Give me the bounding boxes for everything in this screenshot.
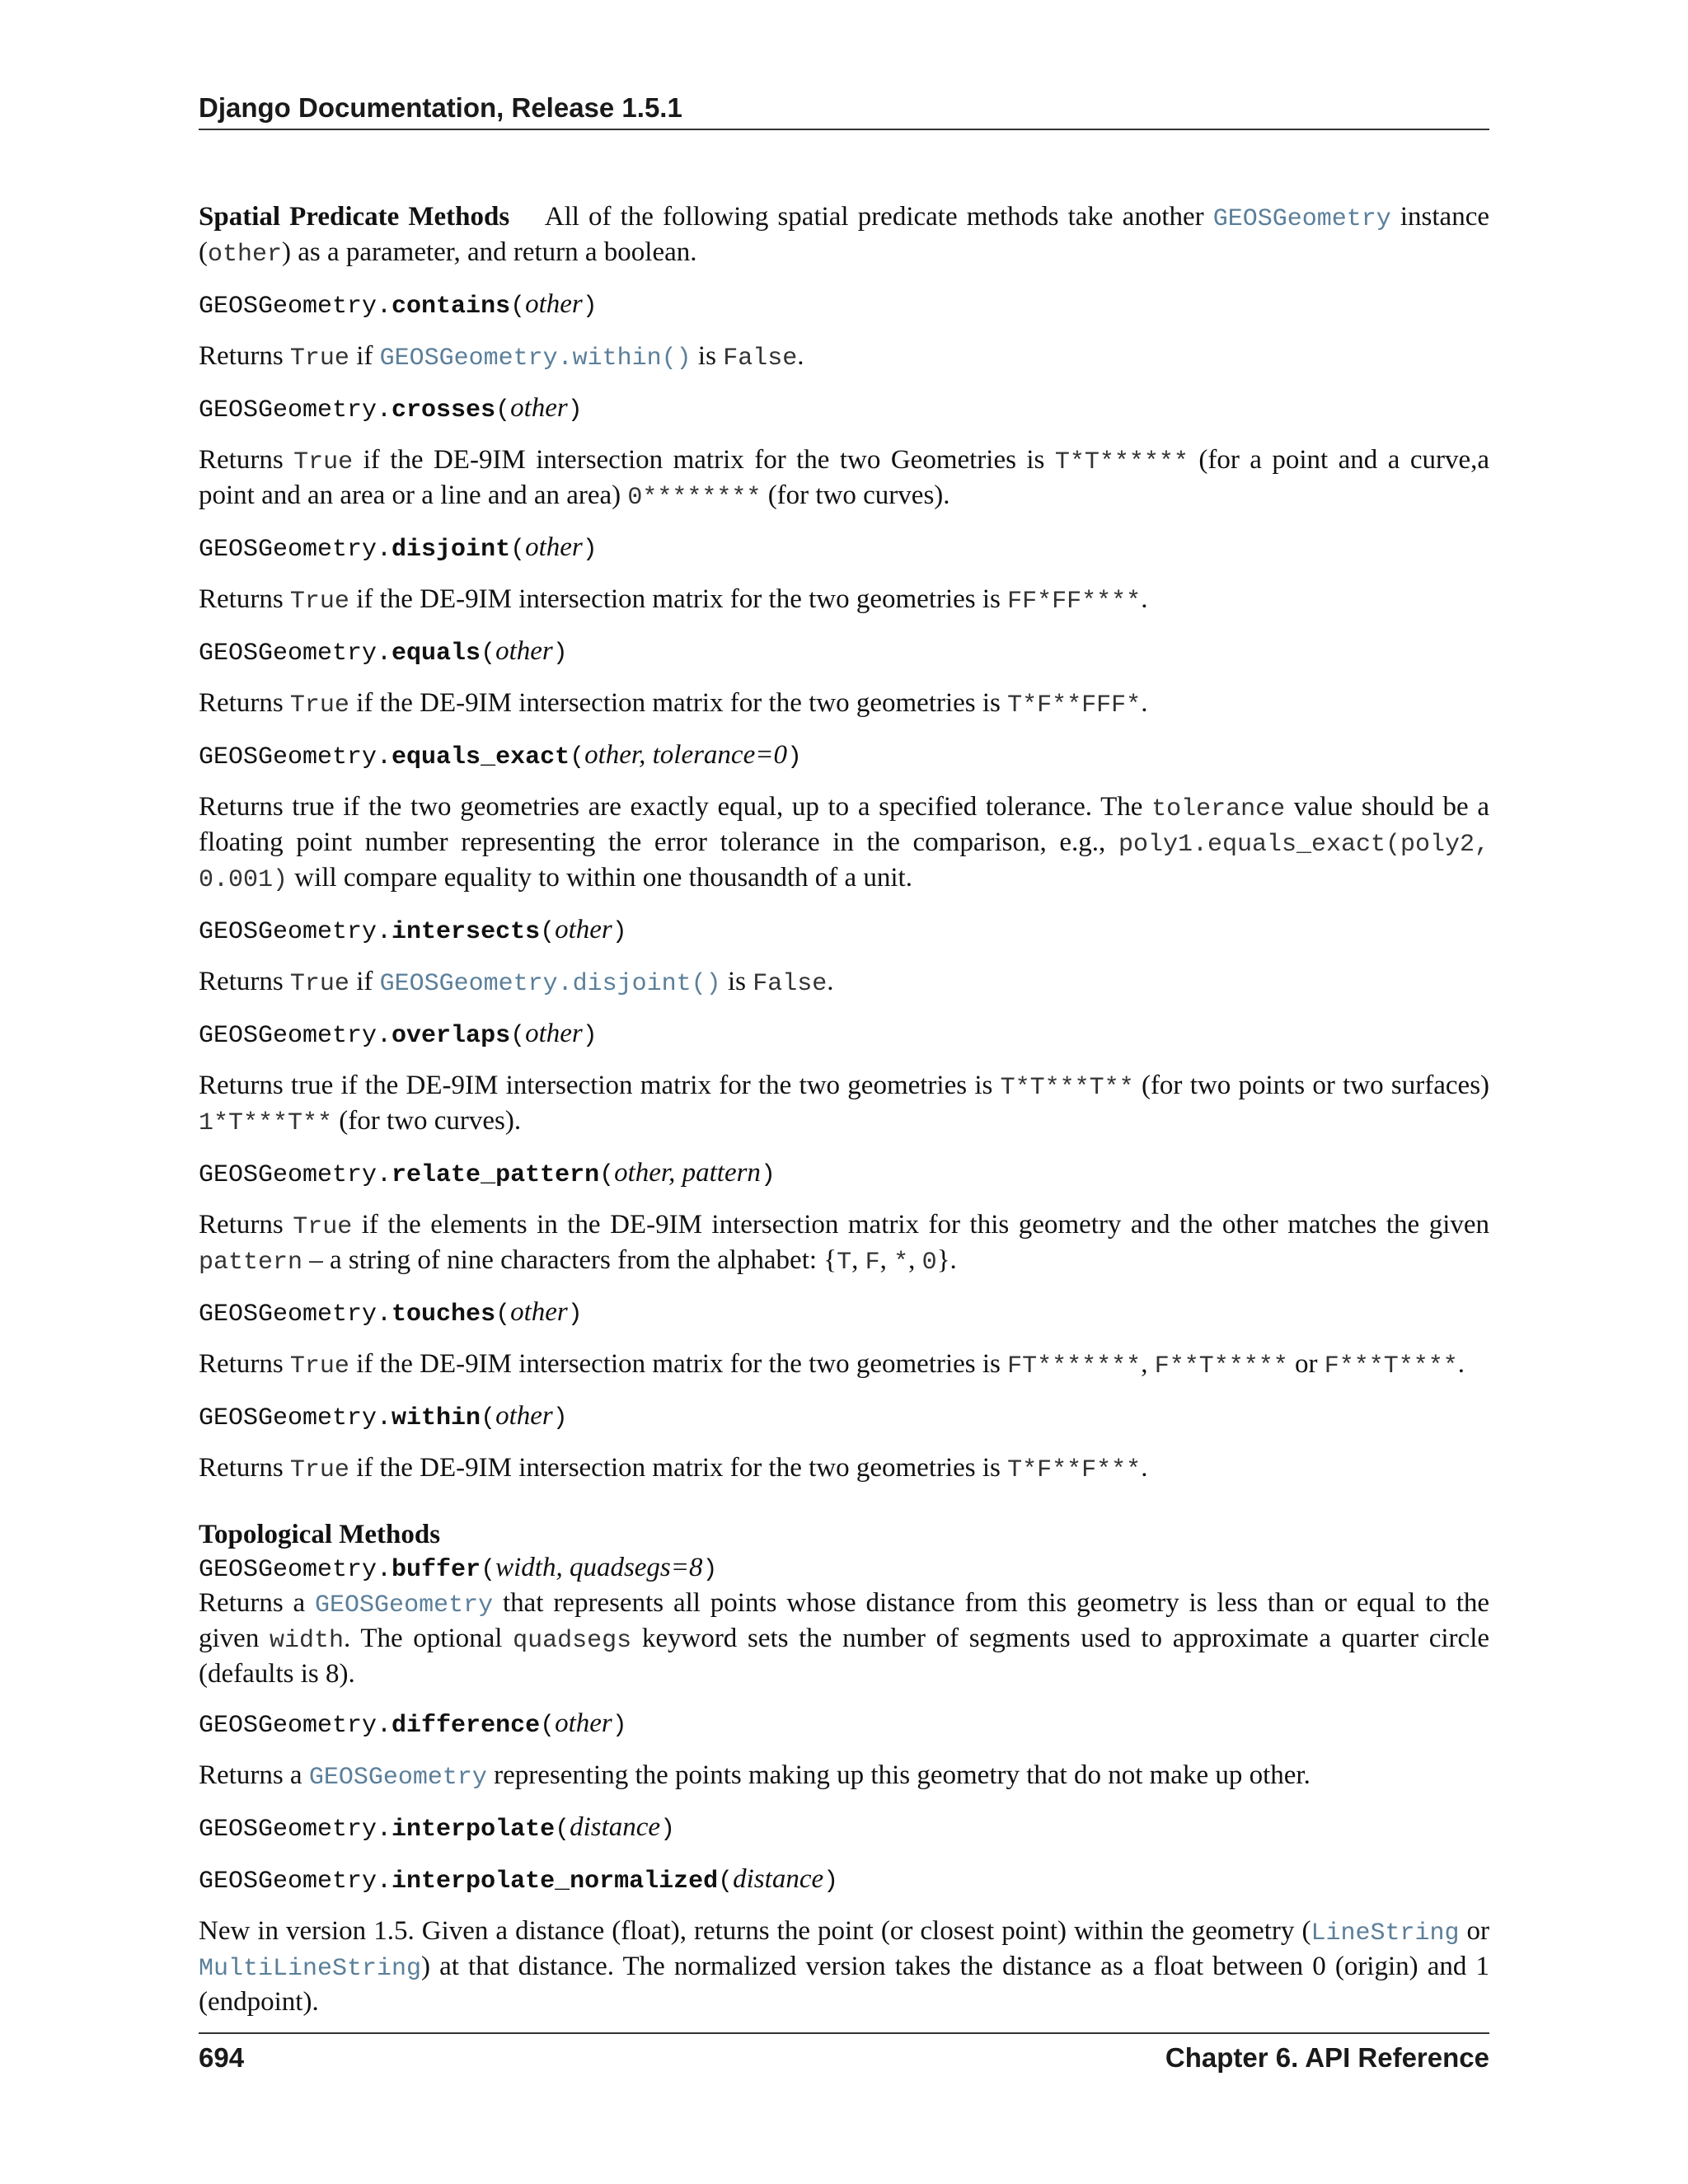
- method-signature: GEOSGeometry.equals(other): [199, 636, 568, 668]
- method-description: Returns true if the DE-9IM intersection matrix for the two geometries is T*T***T** (for two points or two surfaces) 1*T***T** (for two curves).: [199, 1071, 1490, 1137]
- spatial-predicate-intro: Spatial Predicate Methods All of the following spatial predicate methods take another GEOSGeometry instance (other) as a parameter, and return a boolean.: [199, 202, 1489, 269]
- method-signature: GEOSGeometry.difference(other): [199, 1708, 627, 1740]
- method-signature: GEOSGeometry.equals_exact(other, tolerance=0): [199, 740, 803, 771]
- method-description: Returns True if the elements in the DE-9IM intersection matrix for this geometry and the other matches the given pattern – a string of nine characters from the alphabet: {T, F, *, 0}.: [199, 1210, 1490, 1277]
- chapter-title: Chapter 6. API Reference: [1165, 2042, 1489, 2073]
- method-description: Returns True if the DE-9IM intersection matrix for the two geometries is T*F**F***.: [199, 1453, 1148, 1484]
- method-description: Returns True if the DE-9IM intersection matrix for the two geometries is FF*FF****.: [199, 584, 1148, 616]
- method-signature: GEOSGeometry.interpolate(distance): [199, 1812, 676, 1844]
- method-description: Returns True if GEOSGeometry.within() is False.: [199, 341, 804, 373]
- geosgeometry-link[interactable]: GEOSGeometry: [315, 1591, 494, 1619]
- page-number: 694: [199, 2042, 245, 2073]
- method-description: Returns true if the two geometries are exactly equal, up to a specified tolerance. The tolerance value should be a floating point number representing the error tolerance in the comparison, e.g., poly1.equals_exact(poly2, 0.001) will compare equality to within one thousandth of a unit.: [199, 792, 1490, 894]
- method-description: Returns True if the DE-9IM intersection matrix for the two geometries is FT*******, F**T***** or F***T****.: [199, 1349, 1465, 1380]
- geosgeometry-link[interactable]: GEOSGeometry: [1212, 205, 1391, 233]
- method-signature: GEOSGeometry.disjoint(other): [199, 532, 598, 564]
- method-description: Returns a GEOSGeometry representing the points making up this geometry that do not make up other.: [199, 1760, 1311, 1792]
- footer-divider: [199, 2032, 1489, 2034]
- multilinestring-link[interactable]: MultiLineString: [199, 1955, 422, 1983]
- header-divider: [199, 129, 1489, 130]
- method-signature: GEOSGeometry.contains(other): [199, 289, 598, 321]
- method-description: Returns a GEOSGeometry that represents all points whose distance from this geometry is less than or equal to the given width. The optional quadsegs keyword sets the number of segments used to approximate a quarter circle (defaults is 8).: [199, 1588, 1490, 1689]
- method-signature: GEOSGeometry.interpolate_normalized(distance): [199, 1864, 839, 1896]
- document-page: [199, 0, 1489, 2184]
- method-description: Returns True if GEOSGeometry.disjoint() is False.: [199, 967, 834, 998]
- method-description: Returns True if the DE-9IM intersection matrix for the two Geometries is T*T****** (for a point and a curve,a point and an area or a line and an area) 0******** (for two curves).: [199, 445, 1490, 512]
- method-signature: GEOSGeometry.within(other): [199, 1401, 568, 1432]
- method-signature: GEOSGeometry.intersects(other): [199, 915, 627, 946]
- linestring-link[interactable]: LineString: [1311, 1919, 1460, 1947]
- method-description: New in version 1.5. Given a distance (float), returns the point (or closest point) within the geometry (LineString or MultiLineString) at that distance. The normalized version takes the distance as a float between 0 (origin) and 1 (endpoint).: [199, 1916, 1489, 2017]
- method-signature: GEOSGeometry.relate_pattern(other, pattern): [199, 1158, 776, 1189]
- page-header: Django Documentation, Release 1.5.1: [199, 92, 682, 123]
- page-content: [199, 200, 1489, 2035]
- method-signature: GEOSGeometry.crosses(other): [199, 393, 583, 424]
- topological-methods-heading: Topological Methods: [199, 1520, 441, 1549]
- geosgeometry-link[interactable]: GEOSGeometry: [308, 1764, 487, 1792]
- page-footer: [199, 2042, 1489, 2074]
- method-signature: GEOSGeometry.buffer(width, quadsegs=8): [199, 1553, 718, 1584]
- method-signature: GEOSGeometry.overlaps(other): [199, 1019, 598, 1050]
- disjoint-link[interactable]: GEOSGeometry.disjoint(): [379, 970, 721, 998]
- method-description: Returns True if the DE-9IM intersection matrix for the two geometries is T*F**FFF*.: [199, 688, 1148, 719]
- method-signature: GEOSGeometry.touches(other): [199, 1297, 583, 1329]
- within-link[interactable]: GEOSGeometry.within(): [379, 344, 692, 373]
- section-heading: Spatial Predicate Methods: [199, 202, 510, 232]
